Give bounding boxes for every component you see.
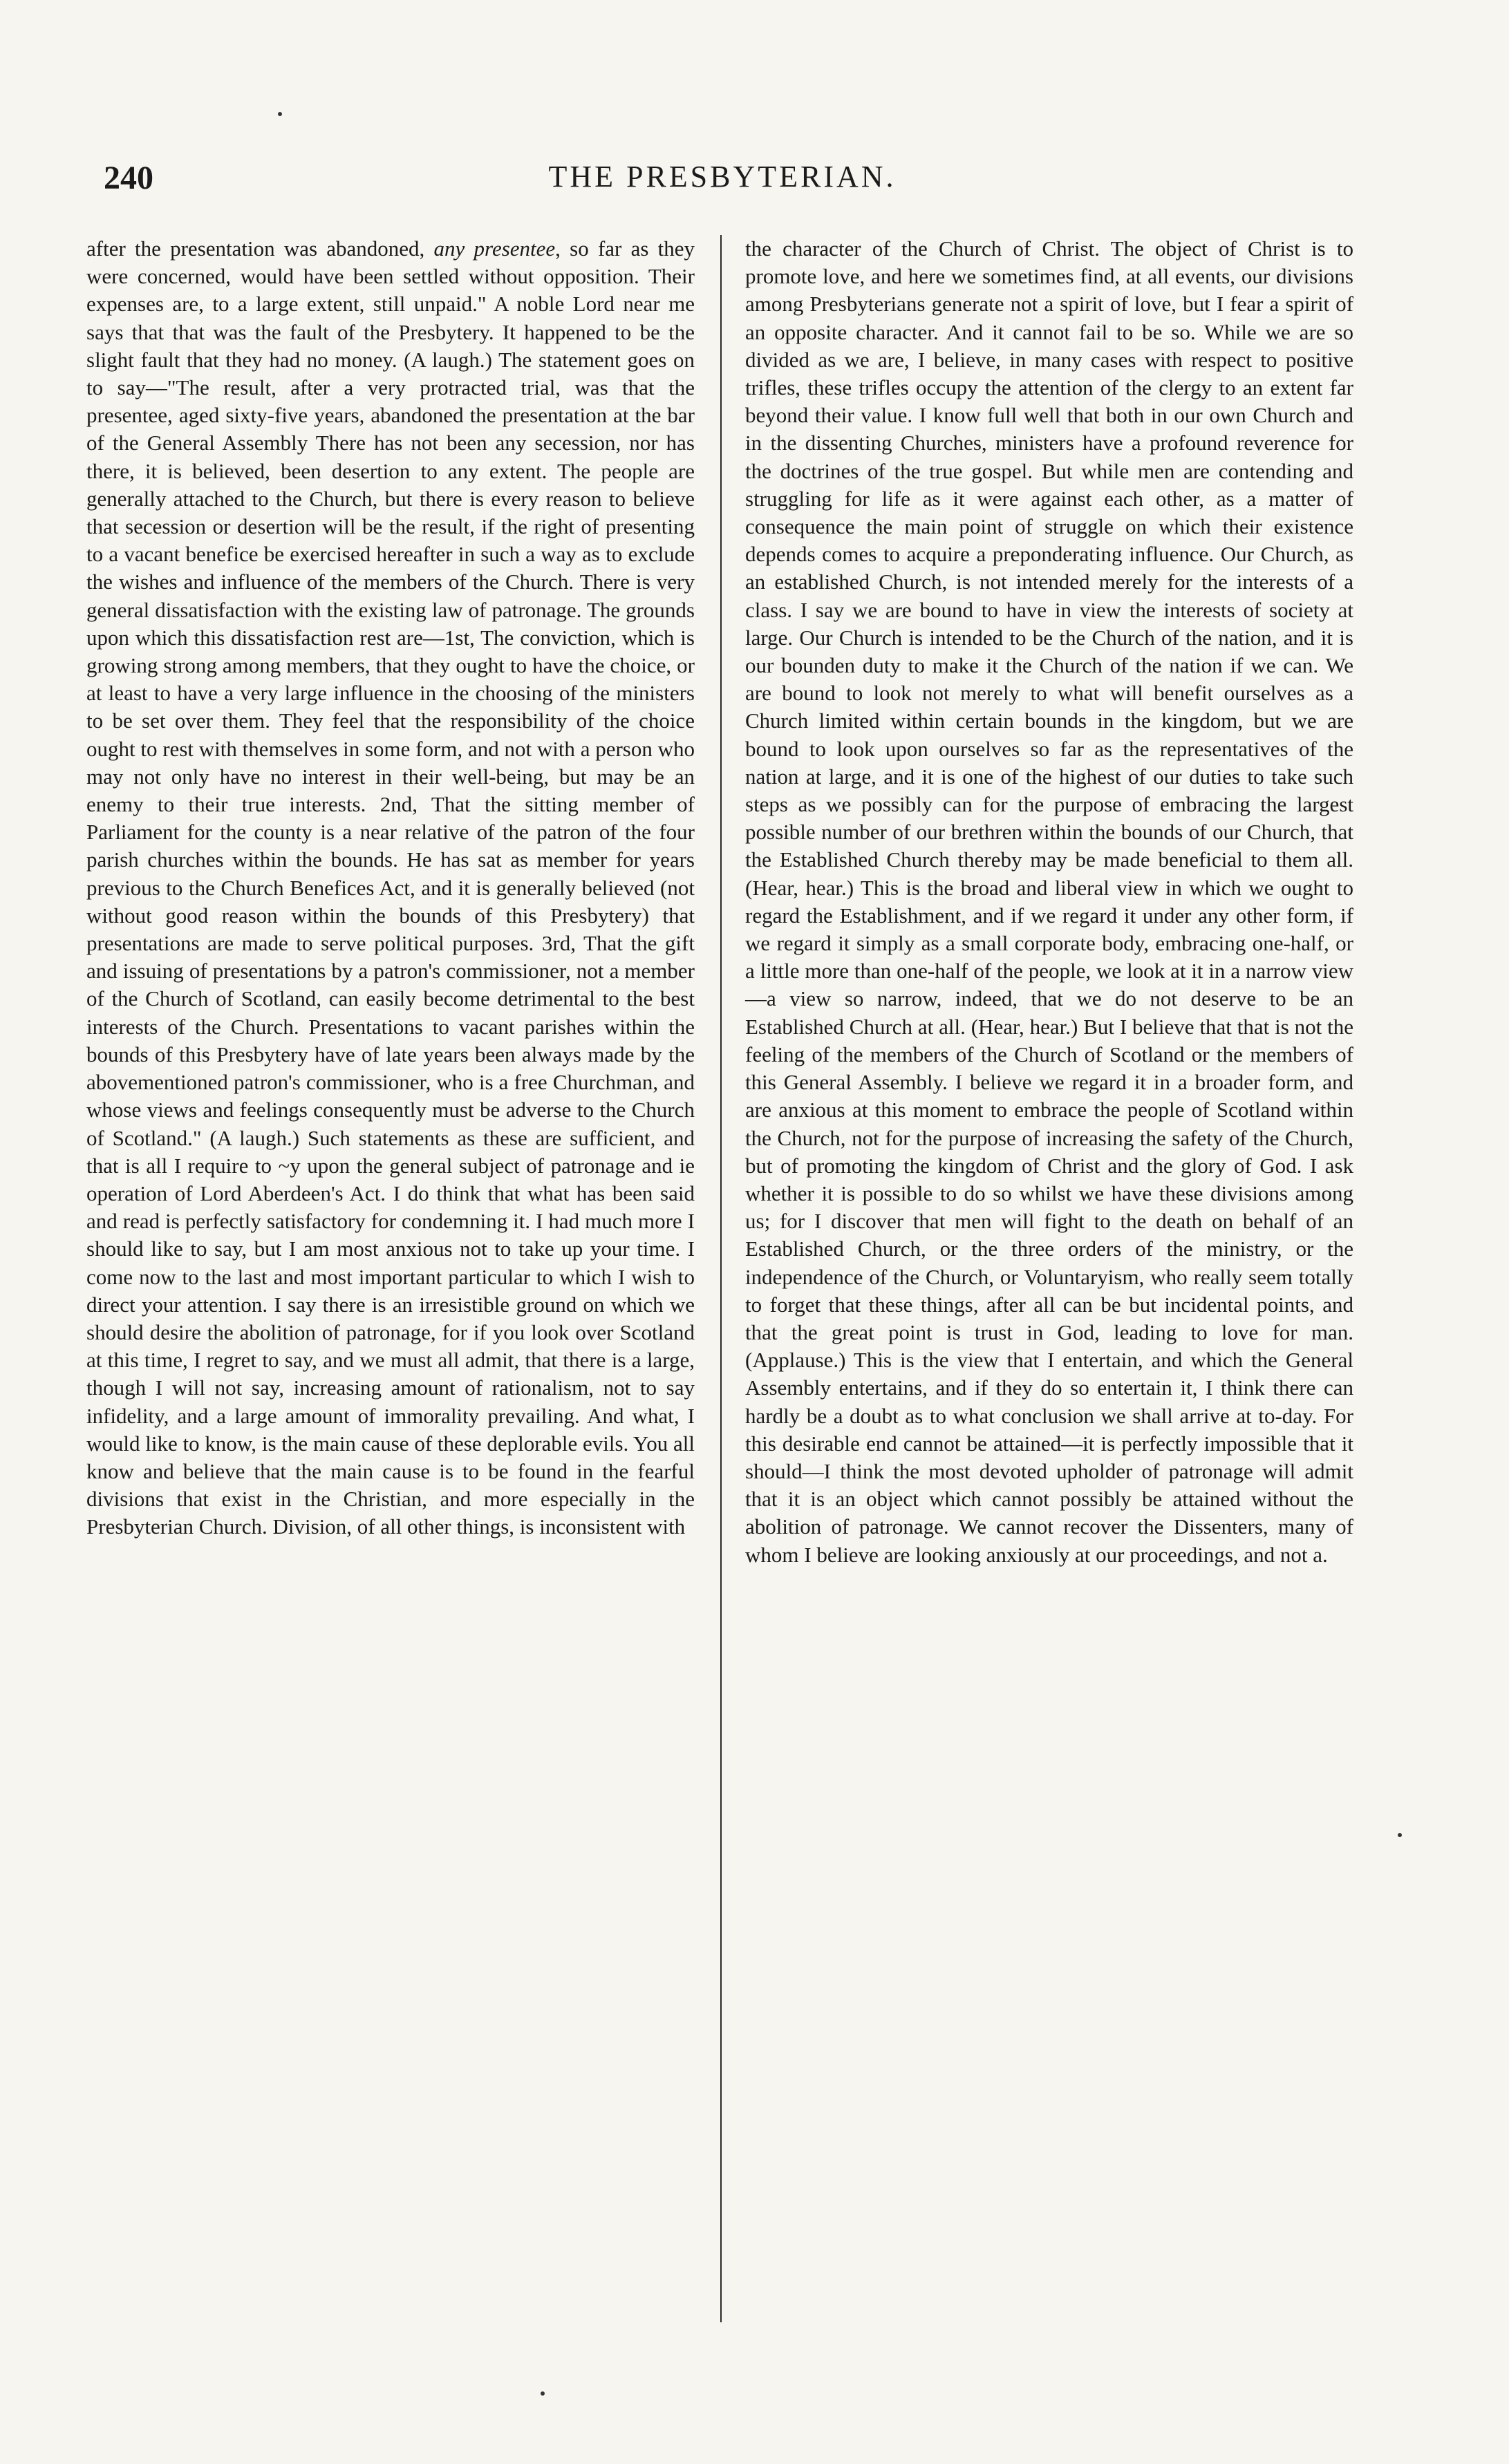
left-text-body: , so far as they were concerned, would have been settled without opposition. Their expenses are, to a large extent, still unpaid." A noble Lord near me says that that was the fault of the Presbytery. It happened to be the slight fault that they had no money. (A laugh.) The statement goes on to say—"The result, after a very protracted trial, was that the presentee, aged sixty-five years, abandoned the presentation at the bar of the General Assembly There has not been any secession, nor has there, it is believed, been desertion to any extent. The people are generally attached to the Church, but there is every reason to believe that secession or desertion will be the result, if the right of presenting to a vacant benefice be exercised hereafter in such a way as to exclude the wishes and influence of the members of the Church. There is very general dissatisfaction with the existing law of patronage. The grounds upon which this dissatisfaction rest are—1st, The conviction, which is growing strong among members, that they ought to have the choice, or at least to have a very large influence in the choosing of the ministers to be set over them. They feel that the responsibility of the choice ought to rest with themselves in some form, and not with a person who may not only have no interest in their well-being, but may be an enemy to their true interests. 2nd, That the sitting member of Parliament for the county is a near relative of the patron of the four parish churches within the bounds. He has sat as member for years previous to the Church Benefices Act, and it is generally believed (not without good reason within the bounds of this Presbytery) that presentations are made to serve political purposes. 3rd, That the gift and issuing of presentations by a patron's commissioner, not a member of the Church of Scotland, can easily become detrimental to the best interests of the Church. Presentations to vacant parishes within the bounds of this Presbytery have of late years been always made by the abovementioned patron's commissioner, who is a free Churchman, and whose views and feelings consequently must be adverse to the Church of Scotland." (A laugh.) Such statements as these are sufficient, and that is all I require to ~y upon the general subject of patronage and ie operation of Lord Aberdeen's Act. I do think that what has been said and read is perfectly satisfactory for condemning it. I had much more I should like to say, but I am most anxious not to take up your time. I come now to the last and most important particular to which I wish to direct your attention. I say there is an irresistible ground on which we should desire the abolition of patronage, for if you look over Scotland at this time, I regret to say, and we must all admit, that there is a large, though I will not say, increasing amount of rationalism, not to say infidelity, and a large amount of immorality prevailing. And what, I would like to know, is the main cause of these deplorable evils. You all know and believe that the main cause is to be found in the fearful divisions that exist in the Christian, and more especially in the Presbyterian Church. Division, of all other things, is inconsistent with — [86, 236, 695, 1539]
page-number: 240 — [104, 160, 153, 196]
left-text-italic-phrase: any presentee — [433, 236, 556, 261]
running-title: THE PRESBYTERIAN. — [548, 160, 897, 194]
left-text-start: after the presentation was abandoned, — [86, 236, 434, 261]
right-column — [745, 235, 1353, 1569]
page-header — [104, 159, 1341, 214]
left-column-text — [86, 235, 695, 1541]
print-speck-top — [278, 112, 282, 116]
print-speck-bottom — [541, 2391, 545, 2396]
left-column — [86, 235, 695, 1541]
column-divider — [720, 235, 722, 2322]
right-column-text: the character of the Church of Christ. The object of Christ is to promote love, and here we sometimes find, at all events, our divisions among Presbyterians generate not a spirit of love, but I fear a spirit of an opposite character. And it cannot fail to be so. While we are so divided as we are, I believe, in many cases with respect to positive trifles, these trifles occupy the attention of the clergy to an extent far beyond their value. I know full well that both in our own Church and in the dissenting Churches, ministers have a profound reverence for the doctrines of the true gospel. But while men are contending and struggling for life as it were against each other, as a matter of consequence the main point of struggle on which their existence depends comes to acquire a preponderating influence. Our Church, as an established Church, is not intended merely for the interests of a class. I say we are bound to have in view the interests of society at large. Our Church is intended to be the Church of the nation, and it is our bounden duty to make it the Church of the nation if we can. We are bound to look not merely to what will benefit ourselves as a Church limited within certain bounds in the kingdom, but we are bound to look upon ourselves so far as the representatives of the nation at large, and it is one of the highest of our duties to take such steps as we possibly can for the purpose of embracing the largest possible number of our brethren within the bounds of our Church, that the Established Church thereby may be made beneficial to them all. (Hear, hear.) This is the broad and liberal view in which we ought to regard the Establishment, and if we regard it under any other form, if we regard it simply as a small corporate body, embracing one-half, or a little more than one-half of the people, we look at it in a narrow view—a view so narrow, indeed, that we do not deserve to be an Established Church at all. (Hear, hear.) But I believe that that is not the feeling of the members of the Church of Scotland or the members of this General Assembly. I believe we regard it in a broader form, and are anxious at this moment to embrace the people of Scotland within the Church, not for the purpose of increasing the safety of the Church, but of promoting the kingdom of Christ and the glory of God. I ask whether it is possible to do so whilst we have these divisions among us; for I discover that men will fight to the death on behalf of an Established Church, or the three orders of the ministry, or the independence of the Church, or Voluntaryism, who really seem totally to forget that these things, after all can be but incidental points, and that the great point is trust in God, leading to love for man. (Applause.) This is the view that I entertain, and which the General Assembly entertains, and if they do so entertain it, I think there can hardly be a doubt as to what conclusion we shall arrive at to-day. For this desirable end cannot be attained—it is perfectly impossible that it should—I think the most devoted upholder of patronage will admit that it is an object which cannot possibly be attained without the abolition of patronage. We cannot recover the Dissenters, many of whom I believe are looking anxiously at our proceedings, and not a. — [745, 236, 1353, 1567]
print-speck-right — [1398, 1833, 1402, 1837]
